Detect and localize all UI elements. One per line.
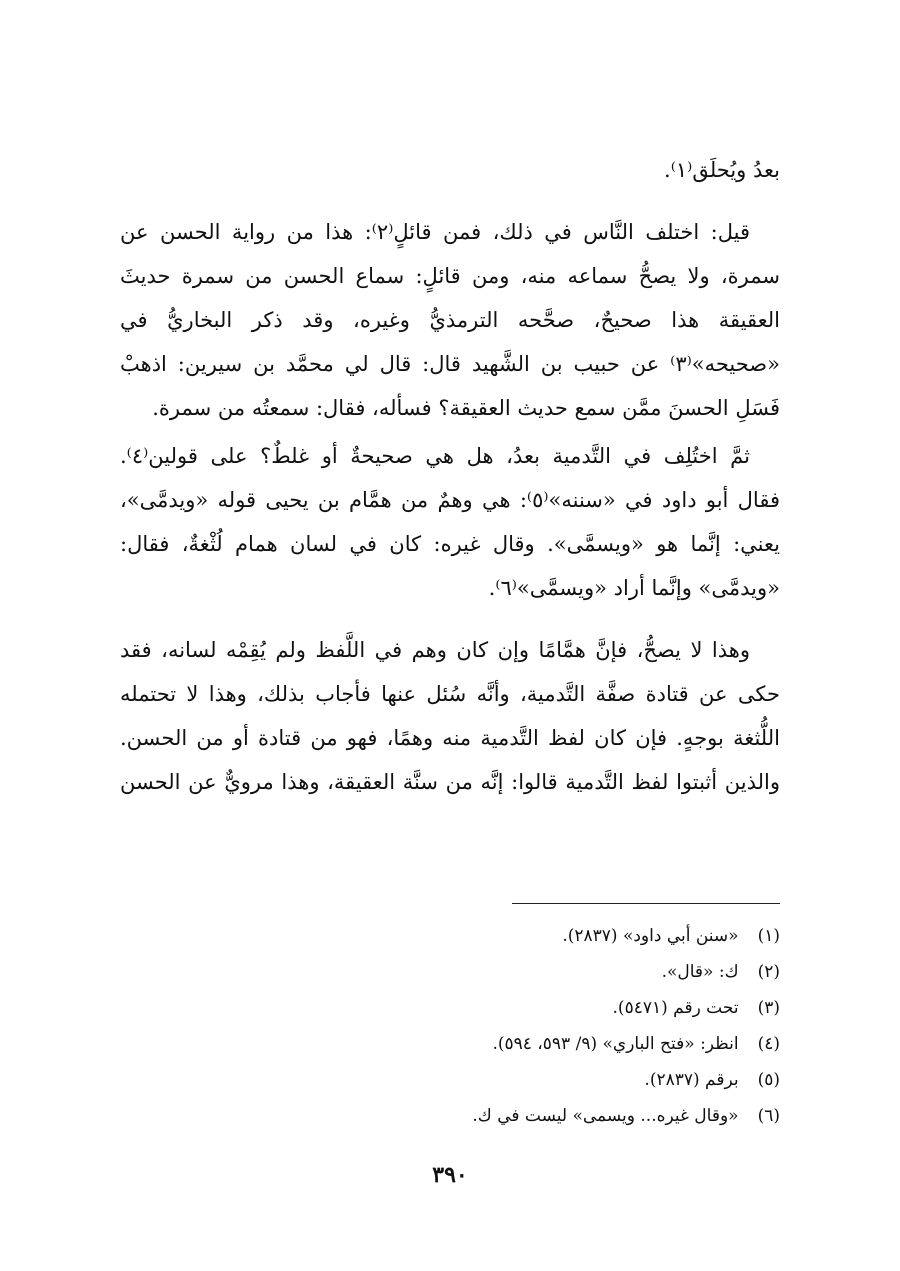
footnote-number: (٤): [757, 1034, 780, 1054]
text-line: قيل: اختلف النَّاس في ذلك، فمن قائلٍ⁽٢⁾: هذا من رواية الحسن عن: [120, 220, 750, 244]
footnote: [120, 1026, 780, 1062]
text-line: بعدُ ويُحلَق⁽١⁾.: [664, 158, 780, 182]
footnote-number: (٦): [757, 1106, 780, 1126]
text-line: وهذا لا يصحُّ، فإنَّ همَّامًا وإن كان وهم في اللَّفظ ولم يُقِمْه لسانه، فقد: [120, 638, 750, 662]
text-line: اللُّثغة بوجهٍ. فإن كان لفظ التَّدمية منه وهمًا، فهو من قتادة أو من الحسن.: [120, 726, 780, 750]
text-line: يعني: إنَّما هو «ويسمَّى». وقال غيره: كان في لسان همام لُثْغةٌ، فقال:: [120, 532, 780, 556]
footnote: [120, 954, 780, 990]
text-line: «ويدمَّى» وإنَّما أراد «ويسمَّى»⁽٦⁾.: [488, 576, 780, 600]
footnote: [120, 1062, 780, 1098]
footnote-text: «سنن أبي داود» (٢٨٣٧).: [562, 926, 739, 946]
text-line: والذين أثبتوا لفظ التَّدمية قالوا: إنَّه من سنَّة العقيقة، وهذا مرويٌّ عن الحسن: [120, 770, 780, 794]
footnote-text: تحت رقم (٥٤٧١).: [612, 998, 739, 1018]
footnotes: [120, 918, 780, 1134]
text-line: فقال أبو داود في «سننه»⁽٥⁾: هي وهمٌ من همَّام بن يحيى قوله «ويدمَّى»،: [120, 488, 780, 512]
text-line: حكى عن قتادة صفَّة التَّدمية، وأنَّه سُئل عنها فأجاب بذلك، وهذا لا تحتمله: [120, 682, 780, 706]
text-line: «صحيحه»⁽٣⁾ عن حبيب بن الشَّهيد قال: قال لي محمَّد بن سيرين: اذهبْ: [120, 352, 780, 376]
footnote-number: (٥): [757, 1070, 780, 1090]
text-line: فَسَلِ الحسنَ ممَّن سمع حديث العقيقة؟ فسأله، فقال: سمعتُه من سمرة.: [152, 396, 780, 420]
footnote-text: «وقال غيره... ويسمى» ليست في ك.: [472, 1106, 739, 1126]
main-text: [120, 148, 780, 804]
text-line: العقيقة هذا صحيحٌ، صحَّحه الترمذيُّ وغيره، وقد ذكر البخاريُّ في: [120, 308, 780, 332]
text-line: سمرة، ولا يصحُّ سماعه منه، ومن قائلٍ: سماع الحسن من سمرة حديثَ: [120, 264, 780, 288]
footnote-number: (٢): [757, 962, 780, 982]
page-number: ٣٩٠: [432, 1162, 468, 1188]
footnote-number: (١): [757, 926, 780, 946]
footnote-text: انظر: «فتح الباري» (٩/ ٥٩٣، ٥٩٤).: [492, 1034, 739, 1054]
text-line: ثمَّ اختُلِف في التَّدمية بعدُ، هل هي صحيحةٌ أو غلطٌ؟ على قولين⁽٤⁾.: [120, 444, 750, 468]
footnote: [120, 990, 780, 1026]
footnote-number: (٣): [757, 998, 780, 1018]
footnote: [120, 1098, 780, 1134]
footnote-text: ك: «قال».: [661, 962, 739, 982]
footnote: [120, 918, 780, 954]
footnote-separator: [512, 903, 780, 904]
footnote-text: برقم (٢٨٣٧).: [644, 1070, 739, 1090]
